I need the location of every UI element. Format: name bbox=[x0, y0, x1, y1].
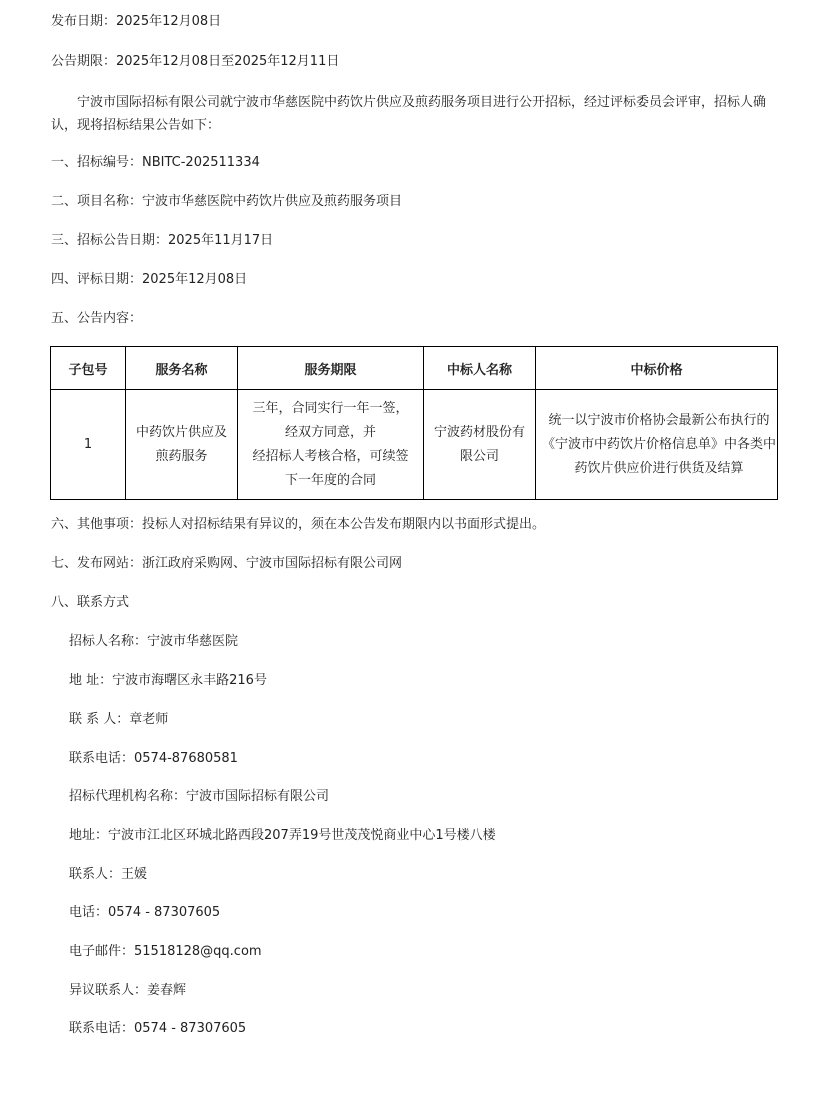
cell-winning-price bbox=[536, 390, 778, 500]
bid-result-table bbox=[50, 346, 778, 500]
header-winner-name: 中标人名称 bbox=[424, 347, 536, 390]
service-period-line: 下一年度的合同 bbox=[284, 472, 376, 488]
intro-paragraph: 宁波市国际招标有限公司就宁波市华慈医院中药饮片供应及煎药服务项目进行公开招标，经过评标委员会评审，招标人确认，现将招标结果公告如下： bbox=[51, 95, 767, 133]
price-line: 《宁波市中药饮片价格信息单》中各类中 bbox=[542, 436, 777, 452]
winner-name-line: 限公司 bbox=[459, 448, 499, 464]
notice-period: 公告期限：2025年12月08日至2025年12月11日 bbox=[51, 54, 340, 69]
cell-service-period bbox=[238, 390, 424, 500]
cell-service-name bbox=[126, 390, 238, 500]
header-service-name: 服务名称 bbox=[126, 347, 238, 390]
service-name-line: 中药饮片供应及 bbox=[135, 424, 227, 440]
section-evaluation-date: 四、评标日期：2025年12月08日 bbox=[51, 272, 248, 287]
objection-contact: 异议联系人：姜春辉 bbox=[69, 983, 187, 998]
agency-name: 招标代理机构名称：宁波市国际招标有限公司 bbox=[69, 789, 330, 804]
agency-phone: 电话：0574 - 87307605 bbox=[69, 905, 221, 920]
agency-address: 地址：宁波市江北区环城北路西段207弄19号世茂茂悦商业中心1号楼八楼 bbox=[69, 828, 496, 843]
service-period-line: 三年，合同实行一年一签， bbox=[252, 400, 409, 416]
section-notice-date: 三、招标公告日期：2025年11月17日 bbox=[51, 233, 274, 248]
agency-contact: 联系人：王媛 bbox=[69, 867, 148, 882]
tenderer-phone: 联系电话：0574-87680581 bbox=[69, 751, 238, 766]
agency-email: 电子邮件：51518128@qq.com bbox=[69, 944, 262, 959]
section-other-matters: 六、其他事项：投标人对招标结果有异议的，须在本公告发布期限内以书面形式提出。 bbox=[51, 517, 546, 532]
objection-phone: 联系电话：0574 - 87307605 bbox=[69, 1021, 247, 1036]
publish-date: 发布日期：2025年12月08日 bbox=[51, 14, 222, 29]
section-contact-info: 八、联系方式 bbox=[51, 595, 130, 610]
service-name-line: 煎药服务 bbox=[155, 448, 208, 464]
cell-package-no: 1 bbox=[51, 390, 126, 500]
table-header-row bbox=[51, 347, 778, 390]
service-period-line: 经双方同意，并 bbox=[284, 424, 376, 440]
header-service-period: 服务期限 bbox=[238, 347, 424, 390]
tenderer-contact: 联 系 人：章老师 bbox=[69, 712, 169, 727]
section-publish-website: 七、发布网站：浙江政府采购网、宁波市国际招标有限公司网 bbox=[51, 556, 403, 571]
section-notice-content: 五、公告内容： bbox=[51, 311, 143, 326]
tenderer-name: 招标人名称：宁波市华慈医院 bbox=[69, 634, 239, 649]
header-winning-price: 中标价格 bbox=[536, 347, 778, 390]
header-package-no: 子包号 bbox=[51, 347, 126, 390]
tenderer-address: 地 址：宁波市海曙区永丰路216号 bbox=[69, 673, 267, 688]
section-project-name: 二、项目名称：宁波市华慈医院中药饮片供应及煎药服务项目 bbox=[51, 194, 403, 209]
price-line: 统一以宁波市价格协会最新公布执行的 bbox=[548, 412, 770, 428]
table-row bbox=[51, 390, 778, 500]
section-bid-number: 一、招标编号：NBITC-202511334 bbox=[51, 155, 260, 170]
cell-winner-name bbox=[424, 390, 536, 500]
service-period-line: 经招标人考核合格，可续签 bbox=[252, 448, 409, 464]
price-line: 药饮片供应价进行供货及结算 bbox=[574, 460, 744, 476]
winner-name-line: 宁波药材股份有 bbox=[433, 424, 525, 440]
